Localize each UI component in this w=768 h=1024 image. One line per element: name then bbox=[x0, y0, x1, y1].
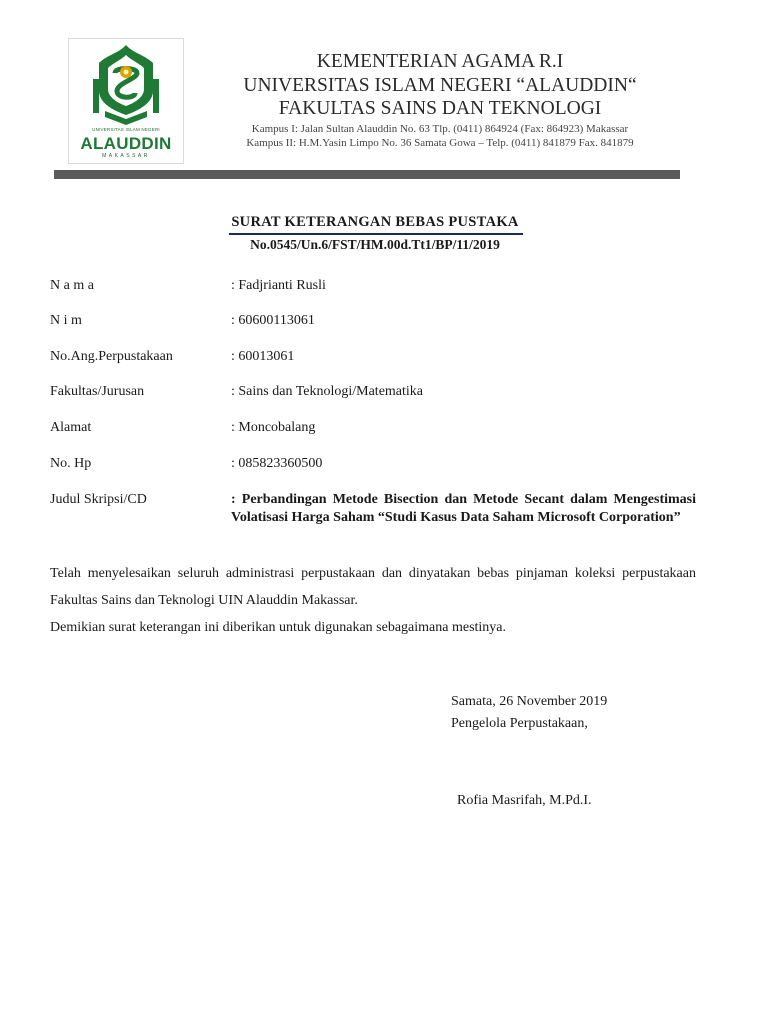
field-label-faculty: Fakultas/Jurusan bbox=[50, 384, 145, 399]
body-paragraph-closing: Demikian surat keterangan ini diberikan untuk digunakan sebagaimana mestinya. bbox=[50, 620, 507, 635]
field-label-library-number: No.Ang.Perpustakaan bbox=[50, 349, 173, 364]
field-value-faculty: : Sains dan Teknologi/Matematika bbox=[231, 384, 424, 399]
header-university: UNIVERSITAS ISLAM NEGERI “ALAUDDIN“ bbox=[243, 75, 637, 96]
header-ministry: KEMENTERIAN AGAMA R.I bbox=[316, 51, 564, 72]
field-value-thesis-title: : Perbandingan Metode Bisection dan Metode Secant dalam Mengestimasi Volatisasi Harga Saham “Studi Kasus Data Saham Microsoft Corporation” bbox=[231, 492, 696, 525]
logo-wordmark: ALAUDDIN bbox=[80, 134, 172, 153]
body-paragraph-clearance: Telah menyelesaikan seluruh administrasi perpustakaan dan dinyatakan bebas pinjaman koleksi perpustakaan Fakultas Sains dan Teknologi UIN Alauddin Makassar. bbox=[50, 566, 696, 608]
header-address-campus-2: Kampus II: H.M.Yasin Limpo No. 36 Samata Gowa – Telp. (0411) 841879 Fax. 841879 bbox=[246, 137, 634, 149]
university-logo bbox=[68, 38, 184, 164]
header-divider bbox=[54, 170, 680, 179]
field-value-nim: : 60600113061 bbox=[231, 313, 315, 328]
field-label-nama: N a m a bbox=[50, 278, 94, 293]
field-value-phone: : 085823360500 bbox=[231, 456, 323, 471]
letter-title: SURAT KETERANGAN BEBAS PUSTAKA bbox=[231, 214, 519, 230]
field-label-nim: N i m bbox=[50, 313, 82, 328]
field-value-nama: : Fadjrianti Rusli bbox=[231, 278, 326, 293]
signature-place-date: Samata, 26 November 2019 bbox=[451, 694, 608, 709]
logo-city: MAKASSAR bbox=[102, 153, 150, 159]
field-value-library-number: : 60013061 bbox=[231, 349, 295, 364]
header-address-campus-1: Kampus I: Jalan Sultan Alauddin No. 63 Tlp. (0411) 864924 (Fax: 864923) Makassar bbox=[251, 123, 629, 135]
field-label-thesis-title: Judul Skripsi/CD bbox=[50, 492, 147, 507]
signature-position: Pengelola Perpustakaan, bbox=[451, 716, 588, 731]
header-faculty: FAKULTAS SAINS DAN TEKNOLOGI bbox=[278, 98, 602, 119]
letter-number: No.0545/Un.6/FST/HM.00d.Tt1/BP/11/2019 bbox=[250, 237, 500, 252]
title-underline bbox=[229, 233, 523, 235]
logo-caption-small: UNIVERSITAS ISLAM NEGERI bbox=[92, 127, 160, 132]
field-label-address: Alamat bbox=[50, 420, 92, 435]
signature-name: Rofia Masrifah, M.Pd.I. bbox=[457, 793, 592, 808]
field-value-address: : Moncobalang bbox=[231, 420, 316, 435]
field-label-phone: No. Hp bbox=[50, 456, 92, 471]
